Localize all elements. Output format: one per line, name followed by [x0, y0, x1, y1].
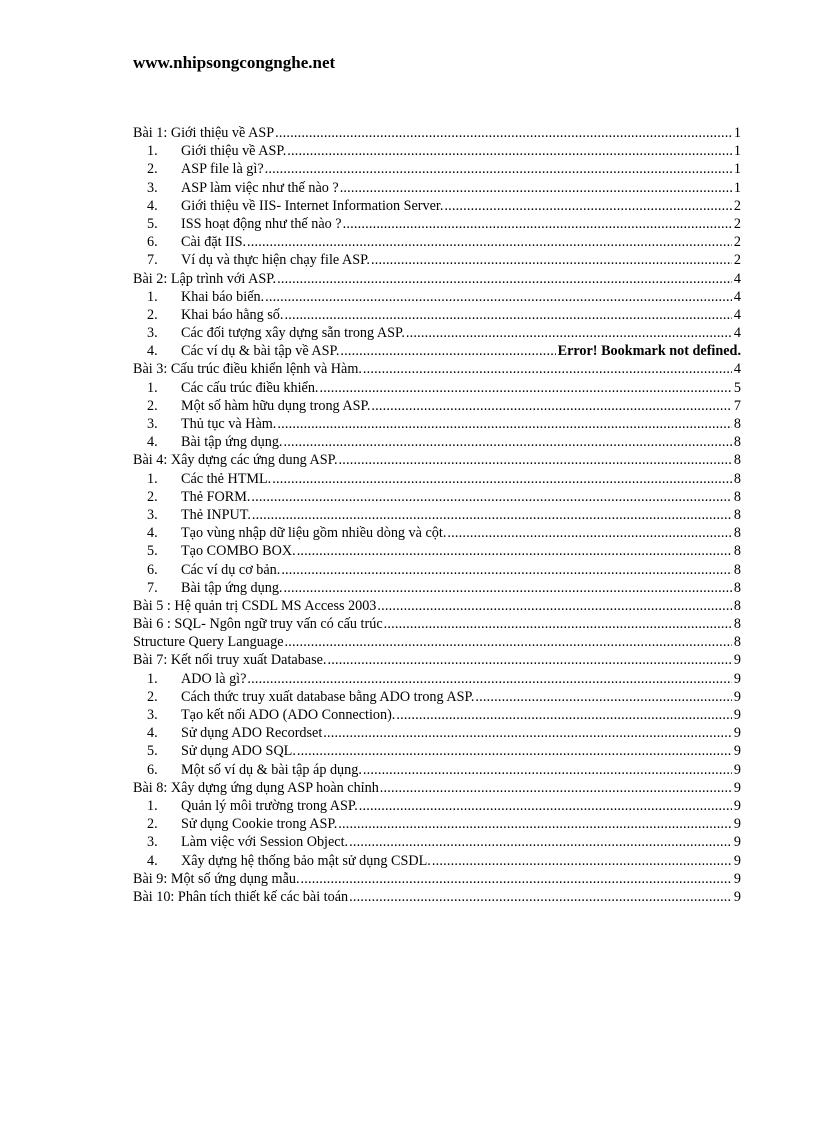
- toc-entry-title: Khai báo biến.: [181, 288, 265, 305]
- toc-entry[interactable]: [133, 360, 741, 378]
- toc-entry-title: ASP file là gì?: [181, 161, 264, 178]
- toc-page-number: 9: [733, 670, 741, 687]
- toc-subentry[interactable]: [133, 542, 741, 560]
- toc-page-number: 9: [733, 761, 741, 778]
- toc-entry-title: Bài 5 : Hệ quản trị CSDL MS Access 2003: [133, 597, 377, 614]
- toc-subentry[interactable]: [133, 324, 741, 342]
- toc-entry-title: Bài tập ứng dụng.: [181, 579, 283, 596]
- toc-entry-title: Tạo kết nối ADO (ADO Connection).: [181, 707, 396, 723]
- toc-entry-title: Một số ví dụ & bài tập áp dụng.: [181, 761, 362, 778]
- dot-leader: [252, 506, 732, 524]
- toc-entry-title: Thủ tục và Hàm.: [181, 416, 277, 432]
- toc-entry-number: 2.: [147, 306, 158, 323]
- toc-page-number: 9: [733, 707, 741, 723]
- toc-subentry[interactable]: [133, 470, 741, 488]
- dot-leader: [359, 797, 732, 815]
- toc-entry-title: Bài 8: Xây dựng ứng dụng ASP hoàn chỉnh: [133, 779, 379, 796]
- toc-subentry[interactable]: [133, 561, 741, 579]
- toc-page-number: 4: [733, 270, 741, 287]
- toc-page-number: Error! Bookmark not defined.: [557, 343, 741, 360]
- toc-page-number: 4: [733, 325, 741, 342]
- toc-entry-title: Các thẻ HTML.: [181, 470, 272, 487]
- toc-page-number: 9: [733, 797, 741, 814]
- dot-leader: [284, 306, 731, 324]
- toc-entry-number: 4.: [147, 197, 158, 214]
- toc-page-number: 8: [733, 470, 741, 487]
- toc-subentry[interactable]: [133, 852, 741, 870]
- toc-entry-title: Bài 10: Phân tích thiết kế các bài toán: [133, 888, 349, 905]
- toc-entry-title: Bài 2: Lập trình với ASP.: [133, 270, 277, 287]
- toc-entry-title: Các đối tượng xây dựng sẵn trong ASP.: [181, 325, 405, 342]
- toc-subentry[interactable]: [133, 415, 741, 433]
- dot-leader: [277, 415, 732, 433]
- toc-page-number: 9: [733, 888, 741, 905]
- toc-entry-number: 3.: [147, 325, 158, 342]
- dot-leader: [272, 470, 732, 488]
- toc-entry[interactable]: [133, 779, 741, 797]
- dot-leader: [371, 251, 732, 269]
- toc-subentry[interactable]: [133, 288, 741, 306]
- toc-subentry[interactable]: [133, 833, 741, 851]
- toc-page-number: 8: [733, 434, 741, 451]
- toc-subentry[interactable]: [133, 761, 741, 779]
- toc-page-number: 8: [733, 452, 741, 469]
- dot-leader: [251, 488, 732, 506]
- dot-leader: [297, 742, 732, 760]
- toc-entry[interactable]: [133, 651, 741, 669]
- toc-page-number: 1: [733, 161, 741, 178]
- dot-leader: [363, 360, 732, 378]
- toc-page-number: 9: [733, 688, 741, 705]
- toc-entry-title: ADO là gì?: [181, 670, 247, 687]
- toc-page-number: 2: [733, 252, 741, 269]
- toc-page-number: 8: [733, 525, 741, 542]
- dot-leader: [275, 124, 732, 142]
- toc-entry-number: 4.: [147, 343, 158, 360]
- toc-entry-title: Bài 7: Kết nối truy xuất Database.: [133, 652, 327, 669]
- toc-subentry[interactable]: [133, 215, 741, 233]
- dot-leader: [363, 761, 732, 779]
- site-header: www.nhipsongcongnghe.net: [133, 53, 336, 72]
- toc-page-number: 2: [733, 215, 741, 232]
- toc-entry-number: 6.: [147, 561, 158, 578]
- toc-page-number: 1: [733, 179, 741, 196]
- toc-entry-title: Khai báo hằng số.: [181, 306, 284, 323]
- toc-entry-title: Structure Query Language: [133, 634, 284, 651]
- toc-page-number: 8: [733, 488, 741, 505]
- dot-leader: [265, 288, 732, 306]
- toc-page-number: 8: [733, 416, 741, 432]
- toc-entry-number: 2.: [147, 816, 158, 833]
- toc-entry-title: Tạo vùng nhập dữ liệu gồm nhiều dòng và cột.: [181, 525, 447, 542]
- toc-page-number: 4: [733, 361, 741, 378]
- toc-subentry[interactable]: [133, 524, 741, 542]
- dot-leader: [297, 542, 732, 560]
- dot-leader: [247, 233, 732, 251]
- toc-page-number: 8: [733, 561, 741, 578]
- dot-leader: [384, 615, 732, 633]
- toc-entry-title: Cài đặt IIS.: [181, 234, 247, 251]
- toc-entry-title: ISS hoạt động như thế nào ?: [181, 215, 342, 232]
- dot-leader: [338, 815, 732, 833]
- dot-leader: [319, 379, 731, 397]
- toc-page-number: 8: [733, 543, 741, 560]
- toc-entry-number: 3.: [147, 506, 158, 523]
- toc-subentry[interactable]: [133, 506, 741, 524]
- toc-page-number: 9: [733, 725, 741, 742]
- toc-subentry[interactable]: [133, 433, 741, 451]
- toc-entry-title: Các ví dụ & bài tập về ASP.: [181, 343, 340, 360]
- toc-entry-title: Một số hàm hữu dụng trong ASP.: [181, 397, 371, 414]
- toc-entry-title: Xây dựng hệ thống bảo mật sử dụng CSDL.: [181, 852, 431, 869]
- toc-entry-number: 7.: [147, 252, 158, 269]
- toc-page-number: 8: [733, 616, 741, 633]
- toc-entry-number: 1.: [147, 379, 158, 396]
- toc-page-number: 8: [733, 597, 741, 614]
- toc-entry[interactable]: [133, 597, 741, 615]
- toc-entry-number: 4.: [147, 852, 158, 869]
- dot-leader: [380, 779, 732, 797]
- toc-subentry[interactable]: [133, 251, 741, 269]
- toc-page-number: 9: [733, 834, 741, 851]
- dot-leader: [340, 342, 555, 360]
- toc-entry-title: Cách thức truy xuất database bằng ADO trong ASP.: [181, 688, 475, 705]
- toc-subentry[interactable]: [133, 724, 741, 742]
- toc-entry-number: 1.: [147, 288, 158, 305]
- toc-entry-title: Bài tập ứng dụng.: [181, 434, 283, 451]
- toc-subentry[interactable]: [133, 306, 741, 324]
- toc-subentry[interactable]: [133, 706, 741, 724]
- toc-entry-number: 4.: [147, 434, 158, 451]
- toc-subentry[interactable]: [133, 197, 741, 215]
- toc-subentry[interactable]: [133, 688, 741, 706]
- toc-entry-number: 2.: [147, 488, 158, 505]
- toc-subentry[interactable]: [133, 397, 741, 415]
- toc-entry-number: 1.: [147, 797, 158, 814]
- dot-leader: [475, 688, 732, 706]
- dot-leader: [323, 724, 732, 742]
- toc-entry[interactable]: [133, 870, 741, 888]
- toc-page-number: 1: [733, 125, 741, 141]
- toc-entry-number: 5.: [147, 215, 158, 232]
- dot-leader: [281, 561, 732, 579]
- toc-entry-title: Bài 6 : SQL- Ngôn ngữ truy vấn có cấu trúc: [133, 616, 383, 633]
- toc-subentry[interactable]: [133, 233, 741, 251]
- toc-subentry[interactable]: [133, 342, 741, 360]
- toc-entry-title: Bài 9: Một số ứng dụng mẫu.: [133, 870, 300, 887]
- toc-page-number: 8: [733, 506, 741, 523]
- toc-page-number: 8: [733, 634, 741, 651]
- toc-subentry[interactable]: [133, 797, 741, 815]
- dot-leader: [283, 433, 731, 451]
- toc-entry-title: Sử dụng ADO Recordset: [181, 725, 323, 742]
- toc-page-number: 9: [733, 779, 741, 796]
- toc-entry-title: Các cấu trúc điều khiển.: [181, 379, 319, 396]
- toc-entry[interactable]: [133, 633, 741, 651]
- dot-leader: [283, 579, 731, 597]
- toc-entry[interactable]: [133, 888, 741, 906]
- toc-entry[interactable]: [133, 615, 741, 633]
- toc-entry-title: Thẻ FORM.: [181, 488, 251, 505]
- toc-entry-title: Sử dụng ADO SQL.: [181, 743, 296, 760]
- toc-entry[interactable]: [133, 451, 741, 469]
- toc-page-number: 9: [733, 816, 741, 833]
- dot-leader: [247, 670, 732, 688]
- dot-leader: [265, 160, 732, 178]
- dot-leader: [371, 397, 732, 415]
- dot-leader: [377, 597, 732, 615]
- dot-leader: [406, 324, 732, 342]
- toc-entry-title: Các ví dụ cơ bản.: [181, 561, 281, 578]
- toc-subentry[interactable]: [133, 579, 741, 597]
- toc-page-number: 2: [733, 197, 741, 214]
- dot-leader: [432, 852, 732, 870]
- toc-entry-number: 7.: [147, 579, 158, 596]
- toc-entry-number: 2.: [147, 397, 158, 414]
- toc-subentry[interactable]: [133, 160, 741, 178]
- dot-leader: [277, 270, 732, 288]
- toc-entry-title: Giới thiệu về IIS- Internet Information Server.: [181, 197, 444, 214]
- toc-subentry[interactable]: [133, 379, 741, 397]
- toc-entry-title: Bài 3: Cấu trúc điều khiển lệnh và Hàm.: [133, 361, 362, 378]
- toc-page-number: 4: [733, 288, 741, 305]
- toc-entry-number: 3.: [147, 416, 158, 432]
- dot-leader: [343, 215, 732, 233]
- toc-entry-number: 1.: [147, 143, 158, 160]
- toc-entry-number: 3.: [147, 707, 158, 723]
- toc-entry-number: 5.: [147, 743, 158, 760]
- toc-page-number: 9: [733, 870, 741, 887]
- toc-entry-number: 2.: [147, 161, 158, 178]
- dot-leader: [287, 142, 732, 160]
- dot-leader: [444, 197, 732, 215]
- toc-entry-title: Tạo COMBO BOX.: [181, 543, 296, 560]
- toc-entry-title: Giới thiệu về ASP.: [181, 143, 287, 160]
- toc-entry-number: 4.: [147, 525, 158, 542]
- toc-page-number: 1: [733, 143, 741, 160]
- toc-entry-number: 3.: [147, 834, 158, 851]
- toc-page-number: 7: [733, 397, 741, 414]
- dot-leader: [339, 451, 732, 469]
- toc-entry-title: Ví dụ và thực hiện chạy file ASP.: [181, 252, 370, 269]
- toc-entry-title: Sử dụng Cookie trong ASP.: [181, 816, 338, 833]
- dot-leader: [396, 706, 732, 724]
- toc-entry-title: Thẻ INPUT.: [181, 506, 251, 523]
- toc-entry[interactable]: [133, 124, 741, 142]
- toc-subentry[interactable]: [133, 670, 741, 688]
- toc-subentry[interactable]: [133, 815, 741, 833]
- toc-entry-title: Bài 4: Xây dựng các ứng dung ASP.: [133, 452, 338, 469]
- toc-page-number: 4: [733, 306, 741, 323]
- dot-leader: [340, 179, 732, 197]
- toc-subentry[interactable]: [133, 488, 741, 506]
- toc-subentry[interactable]: [133, 179, 741, 197]
- toc-entry-number: 3.: [147, 179, 158, 196]
- table-of-contents: [133, 124, 741, 906]
- dot-leader: [301, 870, 732, 888]
- toc-page-number: 2: [733, 234, 741, 251]
- dot-leader: [349, 888, 732, 906]
- toc-page-number: 8: [733, 579, 741, 596]
- toc-entry-title: Quản lý môi trường trong ASP.: [181, 797, 358, 814]
- toc-entry-number: 2.: [147, 688, 158, 705]
- dot-leader: [447, 524, 732, 542]
- toc-subentry[interactable]: [133, 742, 741, 760]
- toc-page-number: 5: [733, 379, 741, 396]
- toc-page-number: 9: [733, 652, 741, 669]
- toc-entry-number: 6.: [147, 761, 158, 778]
- toc-entry-title: ASP làm việc như thế nào ?: [181, 179, 339, 196]
- toc-entry[interactable]: [133, 270, 741, 288]
- toc-entry-title: Làm việc với Session Object.: [181, 834, 349, 851]
- toc-entry-title: Bài 1: Giới thiệu về ASP: [133, 125, 275, 141]
- dot-leader: [349, 833, 732, 851]
- toc-page-number: 9: [733, 852, 741, 869]
- toc-entry-number: 6.: [147, 234, 158, 251]
- toc-entry-number: 1.: [147, 470, 158, 487]
- toc-entry-number: 1.: [147, 670, 158, 687]
- dot-leader: [327, 651, 731, 669]
- dot-leader: [285, 633, 732, 651]
- toc-entry-number: 4.: [147, 725, 158, 742]
- toc-subentry[interactable]: [133, 142, 741, 160]
- toc-entry-number: 5.: [147, 543, 158, 560]
- toc-page-number: 9: [733, 743, 741, 760]
